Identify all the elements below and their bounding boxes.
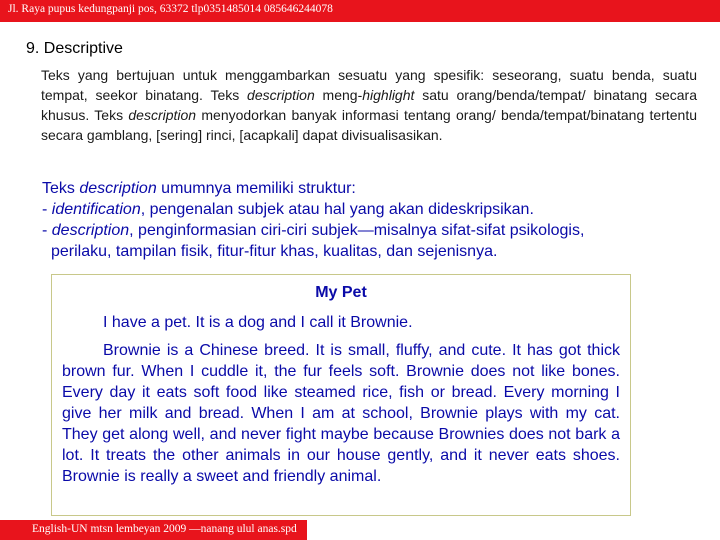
structure-list [42,178,702,262]
section-heading: 9. Descriptive [26,40,123,57]
term-highlight: highlight [362,87,415,103]
structure-item-identification: - identification, pengenalan subjek atau hal yang akan dideskripsikan. [42,201,534,218]
structure-item-description: - description, penginformasian ciri-ciri subjek—misalnya sifat-sifat psikologis, [42,222,585,239]
structure-lead: Teks description umumnya memiliki struktur: [42,180,356,197]
footer-bar [0,520,307,540]
term-description: description [247,87,315,103]
header-address: Jl. Raya pupus kedungpanji pos, 63372 tlp0351485014 085646244078 [8,3,333,15]
example-text-box [51,274,631,516]
header-bar [0,0,720,22]
example-title: My Pet [315,284,367,301]
structure-item-description-cont: perilaku, tampilan fisik, fitur-fitur khas, kualitas, dan sejenisnya. [51,243,498,260]
example-paragraph-1: I have a pet. It is a dog and I call it Brownie. [103,314,413,331]
example-paragraph-2: Brownie is a Chinese breed. It is small, fluffy, and cute. It has got thick brown fur. When I cuddle it, the fur feels soft. Brownie does not like bones. Every day it eats soft food like steamed rice, fish or bread. Every morning I give her milk and bread. When I am at school, Brownie plays with my cat. They get along well, and never fight maybe because Brownies does not bark a lot. It treats the other animals in our house gently, and it never eats shoes. Brownie is really a sweet and friendly animal. [62,342,620,485]
intro-paragraph: Teks yang bertujuan untuk menggambarkan sesuatu yang spesifik: seseorang, suatu benda, suatu tempat, seekor binatang. Teks description meng-highlight satu orang/benda/tempat/ binatang secara khusus. Teks description menyodorkan banyak informasi tentang orang/ benda/tempat/binatang tertentu secara gamblang, [sering] rinci, [acapkali] dapat divisualisasikan. [41,67,697,143]
footer-text: English-UN mtsn lembeyan 2009 —nanang ulul anas.spd [32,523,297,535]
term-description: description [128,107,197,123]
